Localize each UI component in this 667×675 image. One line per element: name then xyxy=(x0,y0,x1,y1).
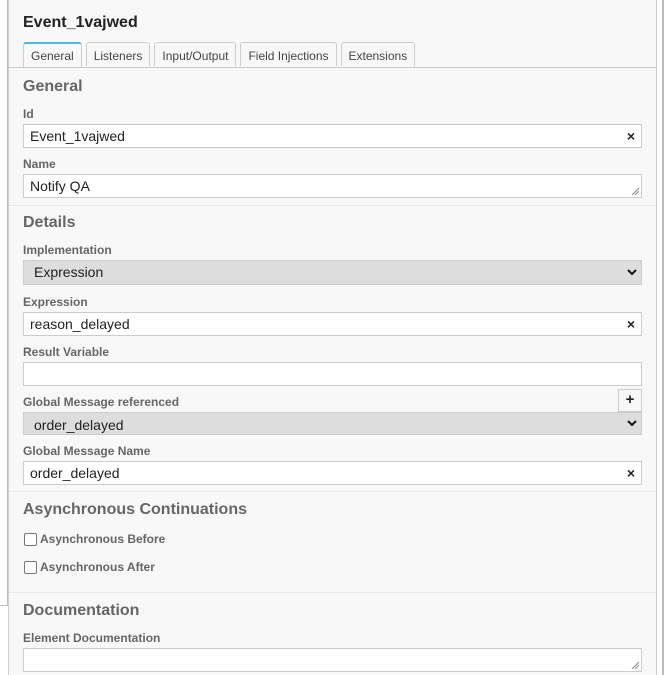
id-value: Event_1vajwed xyxy=(30,128,125,144)
result-variable-input[interactable] xyxy=(23,362,642,386)
expression-value: reason_delayed xyxy=(30,316,130,332)
global-message-select[interactable] xyxy=(23,412,642,435)
id-input[interactable] xyxy=(23,124,642,148)
resize-grip-icon[interactable] xyxy=(631,661,639,669)
implementation-value: Expression xyxy=(34,264,104,280)
async-after-checkbox[interactable] xyxy=(24,561,37,574)
properties-panel xyxy=(8,0,656,675)
tab-input-output[interactable]: Input/Output xyxy=(154,42,236,66)
chevron-down-icon xyxy=(627,268,637,276)
expression-clear-icon[interactable]: × xyxy=(626,316,635,332)
name-label: Name xyxy=(23,157,56,171)
async-after-row xyxy=(23,559,155,575)
group-separator xyxy=(9,592,656,593)
element-title: Event_1vajwed xyxy=(23,14,138,31)
tab-extensions[interactable]: Extensions xyxy=(341,42,416,66)
expression-label: Expression xyxy=(23,295,88,309)
async-before-row xyxy=(23,531,165,547)
details-group-title: Details xyxy=(23,214,76,231)
implementation-label: Implementation xyxy=(23,243,112,257)
async-before-checkbox[interactable] xyxy=(24,533,37,546)
expression-input[interactable] xyxy=(23,312,642,336)
resize-grip-icon[interactable] xyxy=(631,187,639,195)
async-after-label[interactable]: Asynchronous After xyxy=(40,560,155,574)
name-textarea[interactable] xyxy=(23,174,642,198)
id-clear-icon[interactable]: × xyxy=(626,128,635,144)
scrollbar-border xyxy=(656,0,657,675)
global-message-name-value: order_delayed xyxy=(30,465,120,481)
add-global-message-button[interactable]: + xyxy=(618,389,642,412)
async-group-title: Asynchronous Continuations xyxy=(23,501,247,518)
group-separator xyxy=(9,491,656,492)
element-documentation-label: Element Documentation xyxy=(23,631,161,645)
global-message-value: order_delayed xyxy=(34,417,124,433)
async-before-label[interactable]: Asynchronous Before xyxy=(40,532,166,546)
panel-scrollbar[interactable] xyxy=(656,0,667,675)
element-documentation-textarea[interactable] xyxy=(23,648,642,672)
group-separator xyxy=(9,205,656,206)
tab-field-injections[interactable]: Field Injections xyxy=(240,42,336,66)
global-message-name-clear-icon[interactable]: × xyxy=(626,465,635,481)
canvas-edge xyxy=(0,0,8,606)
result-variable-label: Result Variable xyxy=(23,345,110,359)
name-value: Notify QA xyxy=(30,178,90,194)
tab-listeners[interactable]: Listeners xyxy=(86,42,151,66)
tab-general[interactable]: General xyxy=(23,42,82,68)
chevron-down-icon xyxy=(627,419,637,427)
tab-divider xyxy=(9,67,656,68)
global-message-name-input[interactable] xyxy=(23,461,642,485)
documentation-group-title: Documentation xyxy=(23,602,140,619)
global-message-name-label: Global Message Name xyxy=(23,444,151,458)
global-message-label: Global Message referenced xyxy=(23,395,180,409)
tab-bar xyxy=(23,42,415,68)
implementation-select[interactable] xyxy=(23,260,642,285)
scrollbar-track[interactable] xyxy=(662,0,664,675)
general-group-title: General xyxy=(23,78,83,95)
id-label: Id xyxy=(23,107,34,121)
